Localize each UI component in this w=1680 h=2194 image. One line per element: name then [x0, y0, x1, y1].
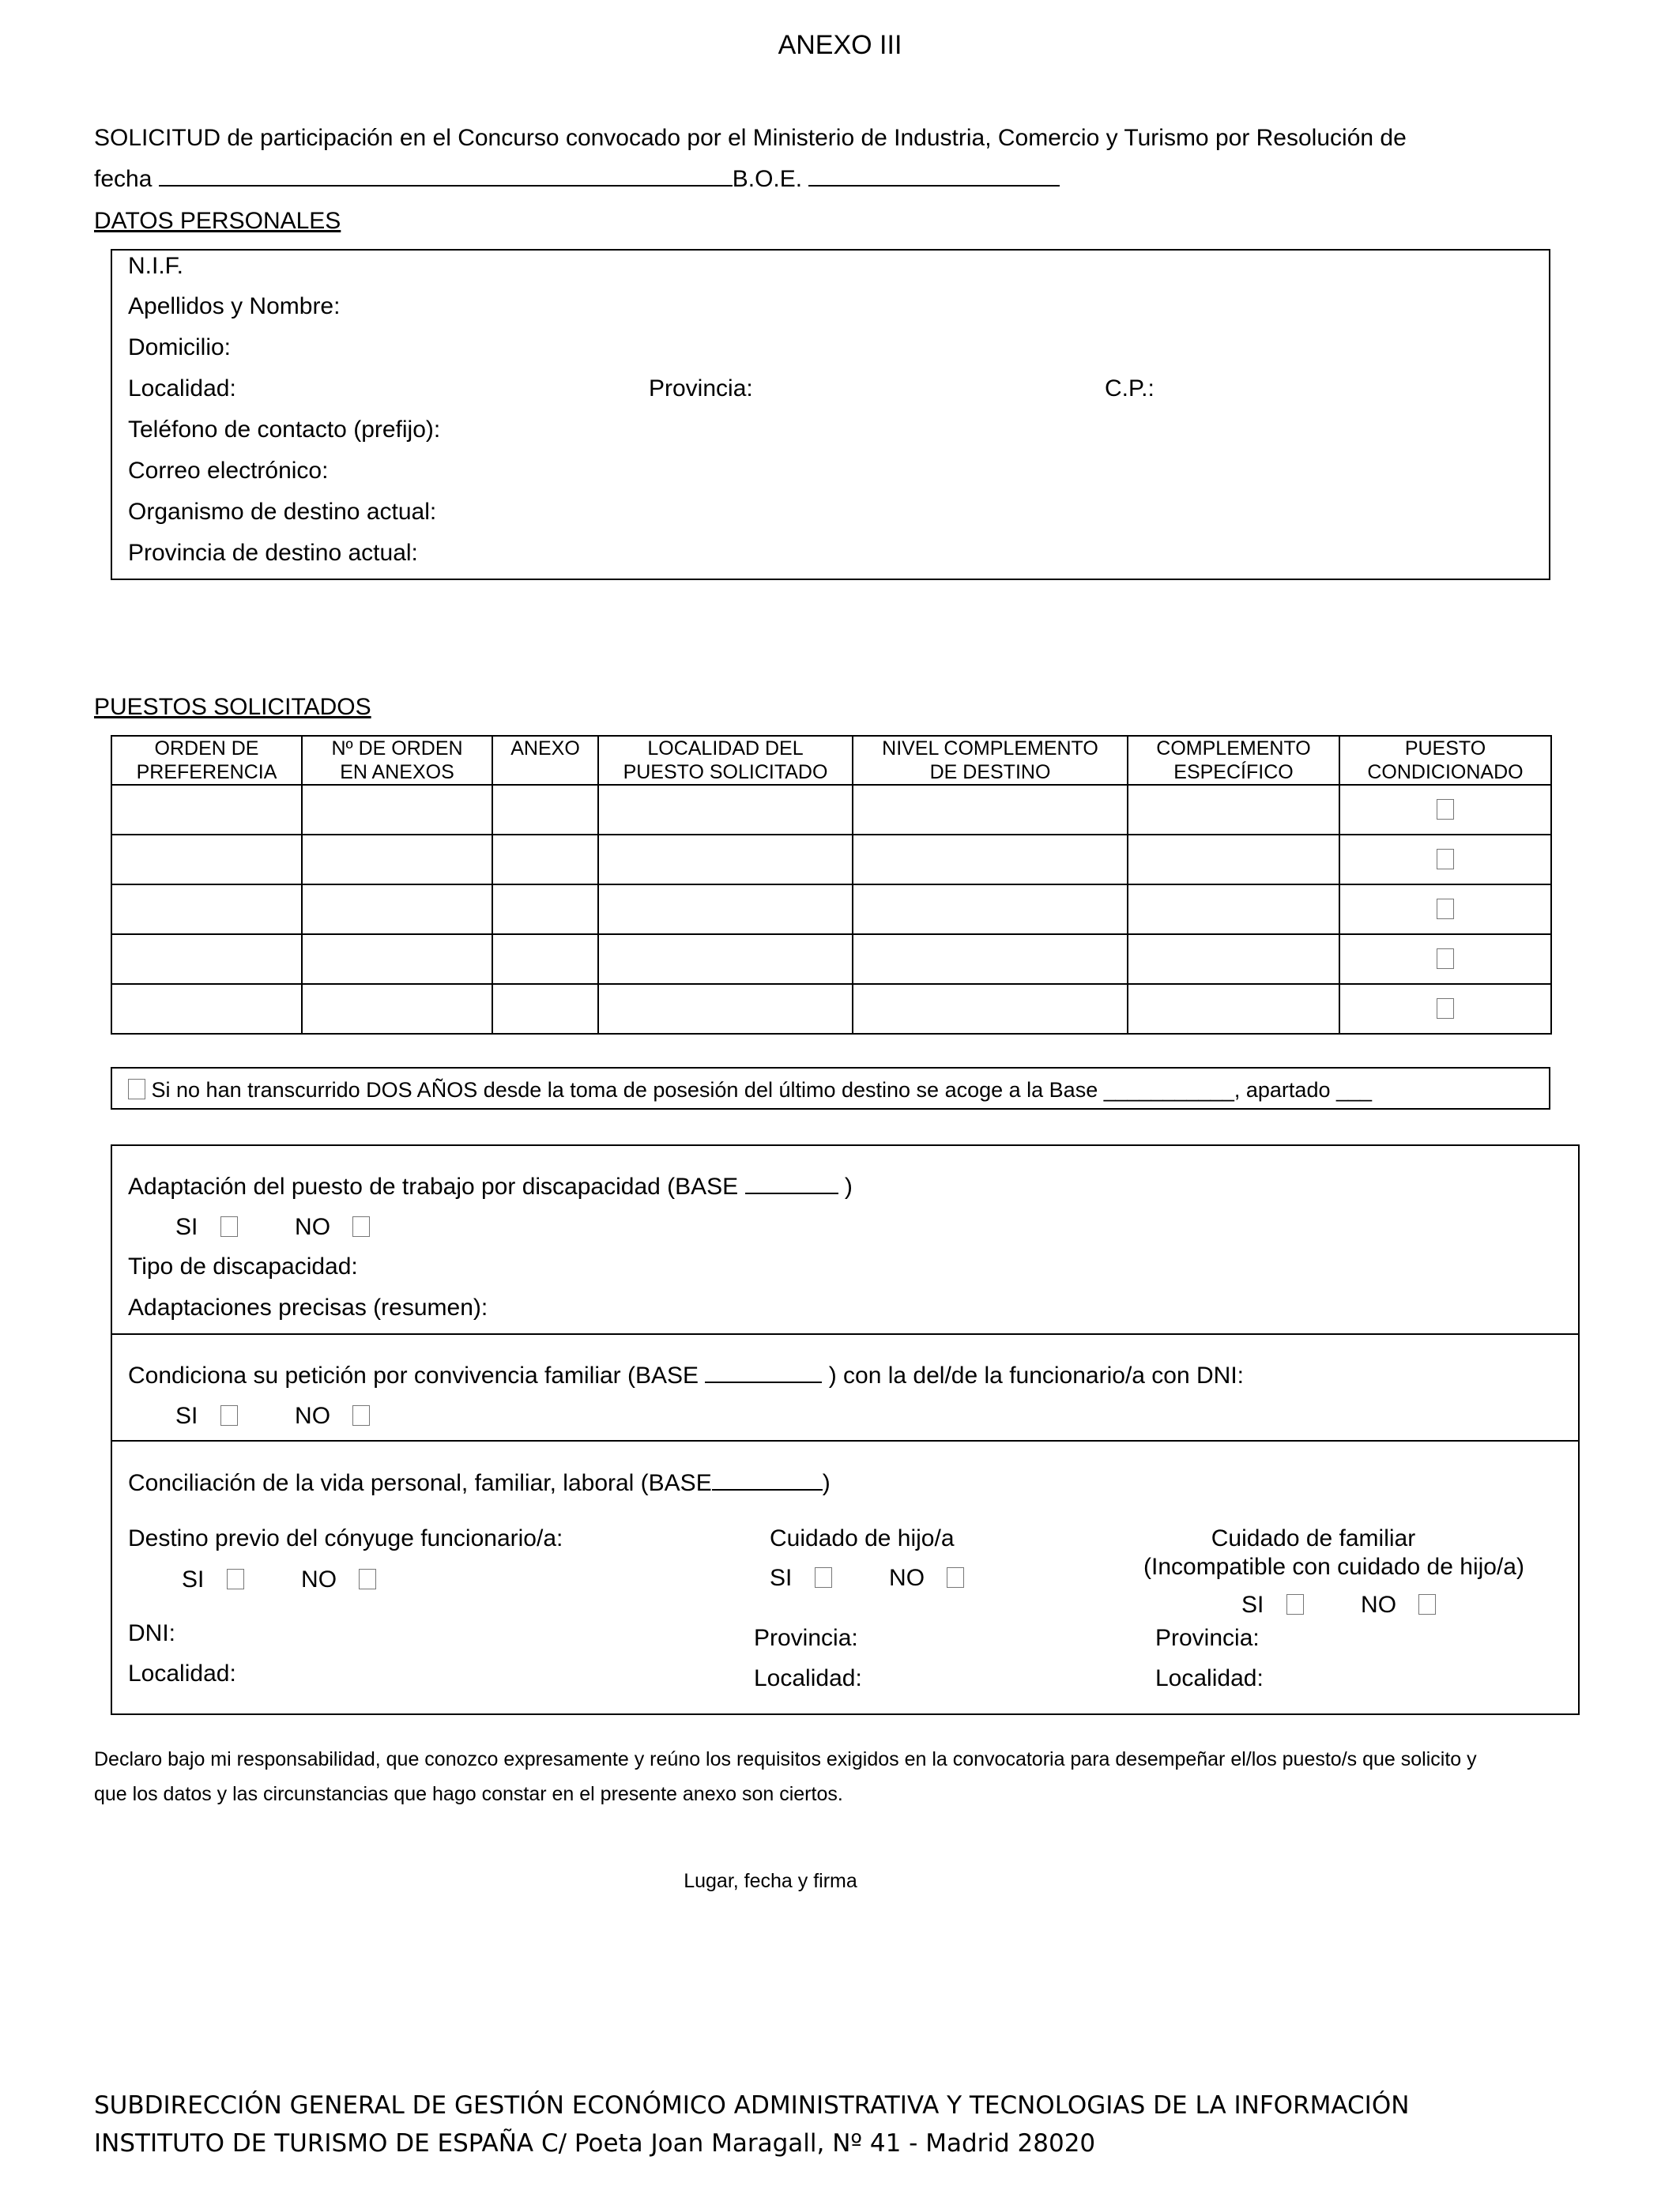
provincia-destino-label: Provincia de destino actual:: [128, 540, 418, 566]
table-cell[interactable]: [111, 984, 302, 1034]
condicionado-checkbox[interactable]: [1437, 799, 1454, 820]
discapacidad-label: Adaptación del puesto de trabajo por discapacidad (BASE: [128, 1174, 739, 1200]
hijo-localidad-label: Localidad:: [754, 1665, 862, 1691]
discapacidad-si-checkbox[interactable]: [220, 1216, 238, 1237]
table-cell[interactable]: [598, 884, 853, 934]
fecha-blank[interactable]: [159, 184, 733, 187]
conyuge-si-no: [182, 1566, 376, 1593]
condicionado-checkbox[interactable]: [1437, 899, 1454, 919]
organismo-label: Organismo de destino actual:: [128, 499, 437, 525]
convivencia-si-no: [175, 1403, 370, 1430]
conciliacion-label: Conciliación de la vida personal, familiar, laboral (BASE: [128, 1470, 712, 1496]
telefono-label: Teléfono de contacto (prefijo):: [128, 417, 441, 443]
table-row: [111, 884, 1551, 934]
no-label: NO: [295, 1403, 331, 1429]
conyuge-localidad-label: Localidad:: [128, 1661, 236, 1687]
discapacidad-no-checkbox[interactable]: [352, 1216, 370, 1237]
divider: [112, 1333, 1578, 1335]
boe-label: B.O.E.: [732, 166, 803, 192]
table-cell: [1339, 884, 1551, 934]
si-label: SI: [770, 1565, 793, 1591]
no-label: NO: [295, 1214, 331, 1240]
table-cell[interactable]: [598, 984, 853, 1034]
declaracion-line-1: Declaro bajo mi responsabilidad, que conozco expresamente y reúno los requisitos exigidos en la convocatoria para desempeñar el/los puesto/s que solicito y: [94, 1748, 1477, 1770]
conyuge-si-checkbox[interactable]: [227, 1569, 244, 1589]
table-cell: [1339, 785, 1551, 835]
col-header: Nº DE ORDEN EN ANEXOS: [302, 736, 492, 785]
table-cell[interactable]: [598, 785, 853, 835]
table-cell[interactable]: [492, 934, 598, 984]
hijo-no-checkbox[interactable]: [947, 1567, 964, 1588]
fecha-line: [94, 166, 1060, 193]
puestos-heading: PUESTOS SOLICITADOS: [94, 694, 371, 720]
table-cell[interactable]: [302, 835, 492, 884]
table-row: [111, 835, 1551, 884]
page-title: ANEXO III: [778, 30, 902, 60]
conyuge-no-checkbox[interactable]: [359, 1569, 376, 1589]
discapacidad-line: [128, 1174, 853, 1201]
col-header: ORDEN DE PREFERENCIA: [111, 736, 302, 785]
familiar-localidad-label: Localidad:: [1155, 1665, 1264, 1691]
convivencia-label: Condiciona su petición por convivencia familiar (BASE: [128, 1363, 699, 1389]
hijo-si-checkbox[interactable]: [815, 1567, 832, 1588]
table-cell[interactable]: [853, 884, 1128, 934]
discapacidad-si-no: [175, 1214, 370, 1241]
table-cell[interactable]: [1128, 785, 1339, 835]
fecha-label: fecha: [94, 166, 153, 192]
table-row: [111, 984, 1551, 1034]
table-cell[interactable]: [853, 984, 1128, 1034]
table-cell[interactable]: [1128, 835, 1339, 884]
col-header: COMPLEMENTO ESPECÍFICO: [1128, 736, 1339, 785]
table-cell: [1339, 934, 1551, 984]
conciliacion-close: ): [822, 1470, 831, 1496]
conciliacion-base-blank[interactable]: [712, 1488, 823, 1491]
si-label: SI: [175, 1403, 198, 1429]
table-cell[interactable]: [598, 835, 853, 884]
table-cell[interactable]: [853, 934, 1128, 984]
table-cell[interactable]: [111, 884, 302, 934]
firma-label: Lugar, fecha y firma: [684, 1870, 857, 1892]
conciliacion-line: [128, 1470, 831, 1497]
puestos-header-row: [111, 736, 1551, 785]
apellidos-label: Apellidos y Nombre:: [128, 293, 341, 319]
table-cell[interactable]: [1128, 934, 1339, 984]
table-cell[interactable]: [1128, 984, 1339, 1034]
correo-label: Correo electrónico:: [128, 458, 329, 484]
nif-label: N.I.F.: [128, 253, 184, 279]
table-cell[interactable]: [853, 835, 1128, 884]
table-cell[interactable]: [492, 785, 598, 835]
table-cell[interactable]: [1128, 884, 1339, 934]
table-cell[interactable]: [492, 984, 598, 1034]
convivencia-suffix: ) con la del/de la funcionario/a con DNI:: [828, 1363, 1245, 1389]
hijo-provincia-label: Provincia:: [754, 1625, 858, 1651]
divider: [112, 1440, 1578, 1442]
hijo-label: Cuidado de hijo/a: [770, 1525, 955, 1551]
condicionado-checkbox[interactable]: [1437, 948, 1454, 969]
col-header: LOCALIDAD DEL PUESTO SOLICITADO: [598, 736, 853, 785]
localidad-label: Localidad:: [128, 375, 236, 401]
col-header: ANEXO: [492, 736, 598, 785]
tipo-discapacidad-label: Tipo de discapacidad:: [128, 1253, 358, 1280]
no-label: NO: [301, 1566, 337, 1593]
datos-personales-box: [111, 249, 1550, 580]
table-cell[interactable]: [111, 835, 302, 884]
si-label: SI: [175, 1214, 198, 1240]
familiar-label: Cuidado de familiar: [1211, 1525, 1416, 1551]
si-label: SI: [182, 1566, 205, 1593]
cp-label: C.P.:: [1105, 375, 1155, 401]
datos-personales-heading: DATOS PERSONALES: [94, 208, 341, 234]
footer-line-1: SUBDIRECCIÓN GENERAL DE GESTIÓN ECONÓMICO ADMINISTRATIVA Y TECNOLOGIAS DE LA INFORMACIÓN: [94, 2091, 1410, 2120]
convivencia-si-checkbox[interactable]: [220, 1405, 238, 1426]
table-cell[interactable]: [492, 884, 598, 934]
dos-anos-line: [128, 1078, 1372, 1103]
convivencia-line: [128, 1363, 1244, 1389]
circunstancias-box: [111, 1144, 1580, 1715]
col-header: PUESTO CONDICIONADO: [1339, 736, 1551, 785]
discapacidad-base-blank[interactable]: [745, 1192, 838, 1194]
no-label: NO: [1361, 1592, 1397, 1618]
boe-blank[interactable]: [808, 184, 1060, 187]
col-header: NIVEL COMPLEMENTO DE DESTINO: [853, 736, 1128, 785]
table-cell: [1339, 984, 1551, 1034]
table-cell[interactable]: [598, 934, 853, 984]
puestos-table: [111, 735, 1552, 1035]
conyuge-label: Destino previo del cónyuge funcionario/a:: [128, 1525, 563, 1551]
table-row: [111, 785, 1551, 835]
dni-label: DNI:: [128, 1620, 175, 1646]
intro-text: SOLICITUD de participación en el Concurso convocado por el Ministerio de Industria, Comercio y Turismo por Resolución de: [94, 125, 1407, 151]
convivencia-base-blank[interactable]: [705, 1381, 822, 1383]
familiar-si-no: [1241, 1592, 1436, 1619]
hijo-si-no: [770, 1565, 964, 1592]
table-cell[interactable]: [302, 934, 492, 984]
declaracion-line-2: que los datos y las circunstancias que hago constar en el presente anexo son ciertos.: [94, 1783, 843, 1805]
familiar-no-checkbox[interactable]: [1418, 1594, 1436, 1615]
si-label: SI: [1241, 1592, 1264, 1618]
dos-anos-text: Si no han transcurrido DOS AÑOS desde la toma de posesión del último destino se acoge a la Base ___________, apartado ___: [151, 1078, 1373, 1102]
no-label: NO: [889, 1565, 925, 1591]
table-cell[interactable]: [302, 785, 492, 835]
table-cell[interactable]: [111, 785, 302, 835]
familiar-provincia-label: Provincia:: [1155, 1625, 1260, 1651]
table-cell[interactable]: [853, 785, 1128, 835]
convivencia-no-checkbox[interactable]: [352, 1405, 370, 1426]
dos-anos-checkbox[interactable]: [128, 1079, 145, 1099]
condicionado-checkbox[interactable]: [1437, 998, 1454, 1019]
table-cell: [1339, 835, 1551, 884]
discapacidad-close: ): [844, 1174, 853, 1200]
domicilio-label: Domicilio:: [128, 334, 232, 360]
table-cell[interactable]: [492, 835, 598, 884]
table-cell[interactable]: [302, 984, 492, 1034]
familiar-si-checkbox[interactable]: [1286, 1594, 1304, 1615]
condicionado-checkbox[interactable]: [1437, 849, 1454, 869]
familiar-note: (Incompatible con cuidado de hijo/a): [1143, 1554, 1524, 1580]
table-cell[interactable]: [111, 934, 302, 984]
adaptaciones-label: Adaptaciones precisas (resumen):: [128, 1295, 488, 1321]
footer-line-2: INSTITUTO DE TURISMO DE ESPAÑA C/ Poeta Joan Maragall, Nº 41 - Madrid 28020: [94, 2129, 1096, 2158]
table-cell[interactable]: [302, 884, 492, 934]
provincia-label: Provincia:: [649, 375, 753, 401]
table-row: [111, 934, 1551, 984]
dos-anos-box: [111, 1067, 1550, 1110]
